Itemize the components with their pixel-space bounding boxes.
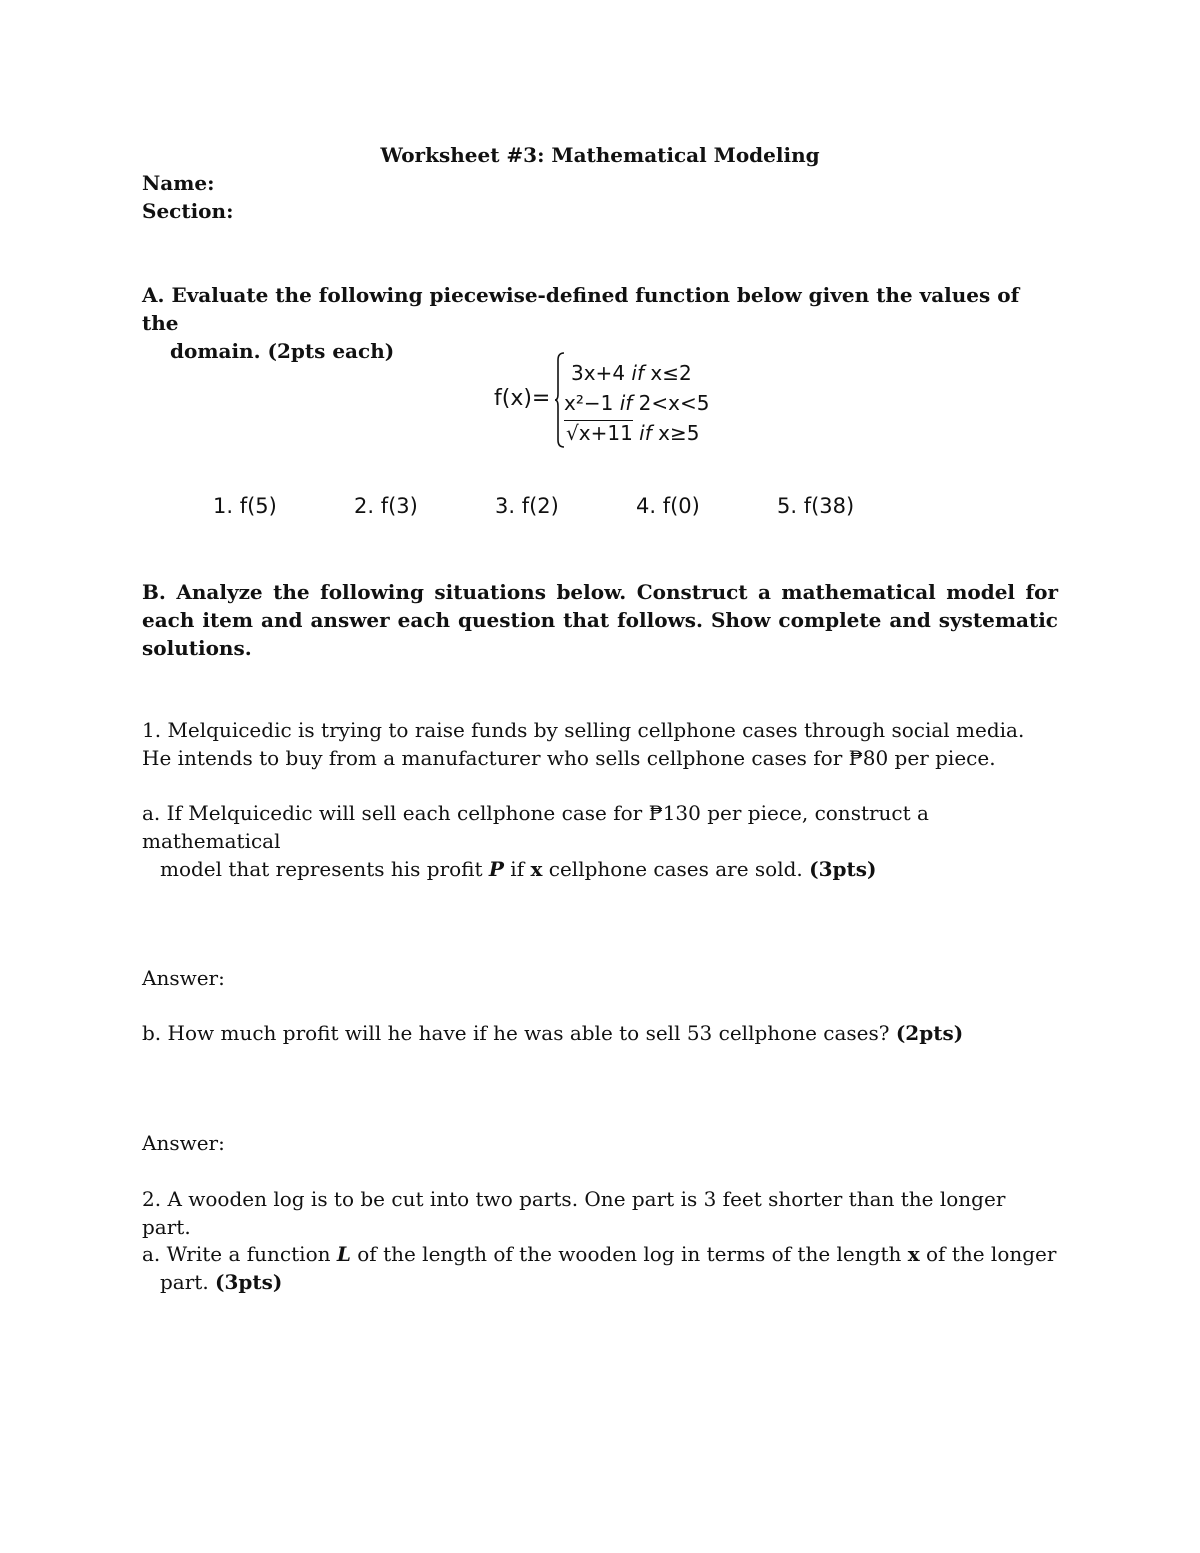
problem-1a-text-mid: if	[503, 857, 531, 881]
case-1-expr: 3x+4	[571, 361, 626, 385]
case-1-condition: x≤2	[650, 361, 692, 385]
problem-1a-line-1: a. If Melquicedic will sell each cellphone case for ₱130 per piece, construct a mathematical	[142, 801, 929, 853]
section-label: Section:	[142, 199, 234, 223]
problem-1a-points: (3pts)	[809, 857, 877, 881]
worksheet-title: Worksheet #3: Mathematical Modeling	[380, 143, 820, 167]
problem-1a-line-2	[142, 855, 1058, 883]
item-4: 4. f(0)	[636, 494, 700, 518]
name-label: Name:	[142, 171, 215, 195]
problem-1b-text: b. How much profit will he have if he was able to sell 53 cellphone cases?	[142, 1021, 896, 1045]
problem-1-text: 1. Melquicedic is trying to raise funds by selling cellphone cases through social media. He intends to buy from a manufacturer who sells cellphone cases for ₱80 per piece.	[142, 718, 1025, 770]
problem-2a-line-2	[142, 1268, 1058, 1296]
problem-1a-text-pre: model that represents his profit	[160, 857, 489, 881]
case-row-1	[571, 361, 692, 385]
problem-2a-text-post: of the longer	[919, 1242, 1057, 1266]
item-1: 1. f(5)	[213, 494, 277, 518]
part-a-instructions	[142, 281, 1058, 365]
item-3: 3. f(2)	[495, 494, 559, 518]
problem-1b-points: (2pts)	[895, 1021, 964, 1045]
problem-2a-text-pre: a. Write a function	[142, 1242, 337, 1266]
case-3-if: if	[639, 421, 652, 445]
problem-2a-text-mid: of the length of the wooden log in terms of the length	[350, 1242, 908, 1266]
problem-2a-points: (3pts)	[215, 1270, 283, 1294]
problem-2-text: 2. A wooden log is to be cut into two parts. One part is 3 feet shorter than the longer part.	[142, 1187, 1006, 1239]
variable-p: P	[488, 857, 504, 881]
variable-x: x	[530, 857, 543, 881]
item-2: 2. f(3)	[354, 494, 418, 518]
part-a-line-1: A. Evaluate the following piecewise-defined function below given the values of the	[142, 283, 1020, 335]
case-2-condition: 2<x<5	[638, 391, 710, 415]
part-b-instructions: B. Analyze the following situations below. Construct a mathematical model for each item and answer each question that follows. Show complete and systematic solutions.	[142, 580, 1058, 660]
case-2-if: if	[619, 391, 633, 415]
item-5: 5. f(38)	[777, 494, 855, 518]
variable-x-2: x	[907, 1242, 920, 1266]
case-3-expr: √x+11	[566, 421, 633, 445]
case-3-condition: x≥5	[658, 421, 700, 445]
problem-2a	[142, 1240, 1058, 1296]
case-2-expr: x²−1	[564, 391, 614, 415]
variable-l: L	[336, 1242, 351, 1266]
case-row-3	[564, 421, 699, 445]
answer-label-1: Answer:	[142, 966, 225, 990]
problem-1b	[142, 1019, 1058, 1047]
case-row-2	[564, 391, 709, 415]
part-a-line-2: domain. (2pts each)	[170, 339, 395, 363]
answer-label-2: Answer:	[142, 1131, 225, 1155]
function-lhs: f(x)=	[494, 386, 551, 411]
problem-1a	[142, 799, 1058, 883]
problem-2a-line-1	[142, 1240, 1058, 1268]
problem-2a-line-2-text: part.	[160, 1270, 216, 1294]
case-1-if: if	[631, 361, 645, 385]
problem-1a-text-post: cellphone cases are sold.	[542, 857, 810, 881]
